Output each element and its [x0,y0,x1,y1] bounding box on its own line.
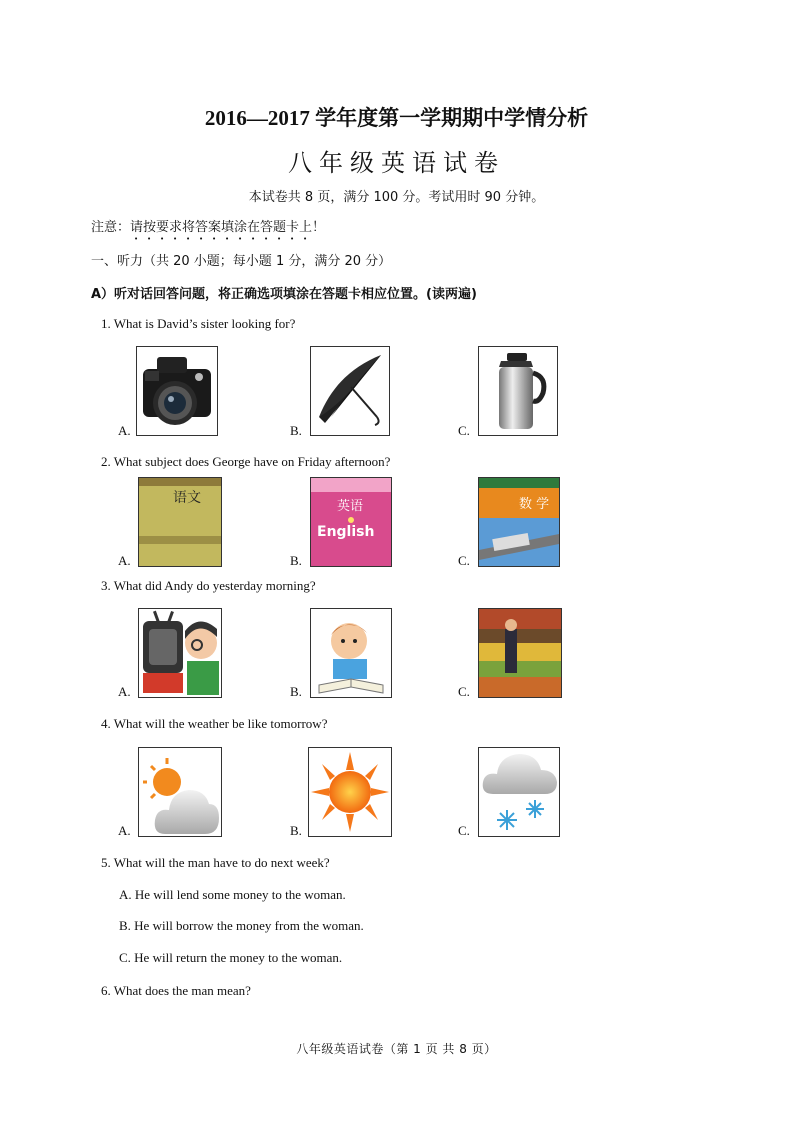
math-book-icon [478,477,560,567]
question-text: What did Andy do yesterday morning? [113,578,316,593]
option-letter: B. [290,684,302,699]
page-footer: 八年级英语试卷（第 1 页 共 8 页） [296,1042,497,1056]
option-letter: B. [290,553,302,568]
text-option-b: B. He will borrow the money from the woman. [119,918,364,933]
question-text: What does the man mean? [113,983,251,998]
book-cover-text: 语文 [173,490,201,506]
section-heading: 一、听力（共 20 小题；每小题 1 分，满分 20 分） [91,254,392,269]
shopping-market-icon [478,608,562,698]
question-number: 1. [101,316,111,331]
book-cover-text: 英语 [337,499,364,514]
question-1 [101,316,295,332]
option-letter: C. [458,684,470,699]
option-letter: C. [458,423,470,438]
exam-title: 2016—2017 学年度第一学期期中学情分析 [204,106,589,130]
notice-prefix: 注意： [91,220,131,235]
reading-boy-icon [310,608,392,698]
exam-intro: 本试卷共 8 页，满分 100 分。考试用时 90 分钟。 [248,190,545,205]
umbrella-icon [310,346,390,436]
book-cover-text: 数 学 [519,497,550,512]
question-5 [101,855,330,871]
question-number: 2. [101,454,111,469]
text-option-a: A. He will lend some money to the woman. [119,887,346,902]
question-6 [101,983,251,999]
option-letter: A. [118,553,131,568]
sunny-icon [308,747,392,837]
snowy-icon [478,747,560,837]
thermos-icon [478,346,558,436]
exam-subtitle: 八年级英语试卷 [288,149,505,177]
question-2 [101,454,390,470]
question-text: What subject does George have on Friday afternoon? [113,454,391,469]
option-letter: C. [458,553,470,568]
book-cover-english: English [317,524,375,540]
question-number: 6. [101,983,111,998]
watching-tv-icon [138,608,222,698]
part-a-instruction: A）听对话回答问题，将正确选项填涂在答题卡相应位置。(读两遍) [91,287,477,302]
exam-notice [91,216,325,243]
question-text: What will the man have to do next week? [113,855,330,870]
text-option-c: C. He will return the money to the woman. [119,950,343,965]
option-letter: A. [118,823,131,838]
question-4 [101,716,327,732]
option-letter: A. [118,423,131,438]
option-letter: B. [290,823,302,838]
question-number: 3. [101,578,111,593]
question-3 [101,578,316,594]
question-text: What will the weather be like tomorrow? [113,716,328,731]
option-letter: A. [118,684,131,699]
notice-text: 请按要求将答案填涂在答题卡上！ [130,220,326,235]
camera-icon [136,346,218,436]
option-letter: C. [458,823,470,838]
question-number: 5. [101,855,111,870]
question-text: What is David’s sister looking for? [113,316,296,331]
option-letter: B. [290,423,302,438]
english-book-icon [310,477,392,567]
chinese-book-icon [138,477,222,567]
partly-cloudy-icon [138,747,222,837]
question-number: 4. [101,716,111,731]
